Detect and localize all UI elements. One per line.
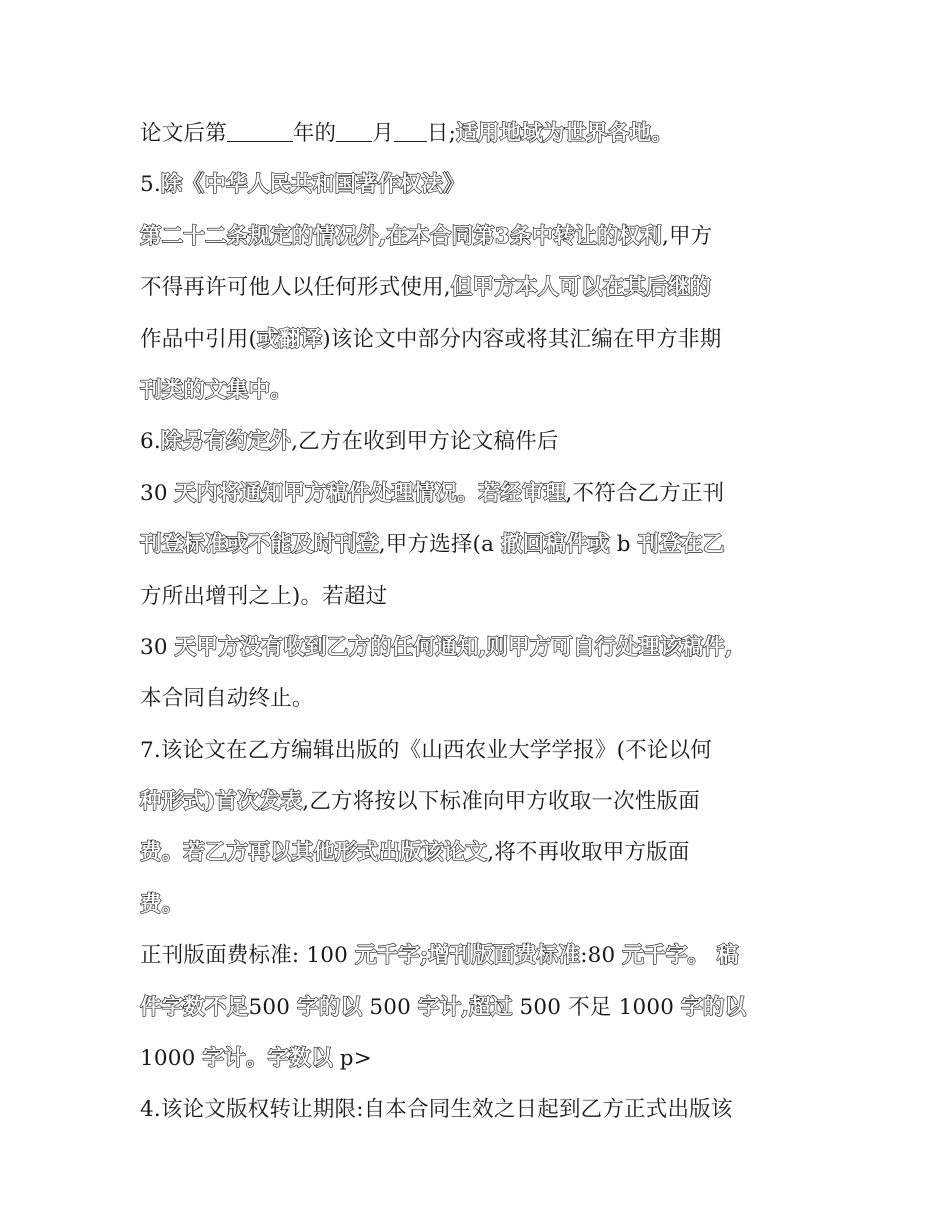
- text-line: [140, 571, 830, 622]
- text-line: [140, 211, 830, 262]
- outlined-text-segment: 元千字;增刊版面费标准: [355, 943, 581, 969]
- text-segment: ,将不再收取甲方版面: [487, 840, 690, 866]
- text-line: [140, 262, 830, 313]
- text-line: [140, 159, 830, 210]
- text-segment: 1000: [140, 1046, 203, 1072]
- outlined-text-segment: 字计。字数以: [202, 1046, 333, 1072]
- text-line: [140, 725, 830, 776]
- outlined-text-segment: 刊登标准或不能及时刊登: [140, 532, 379, 558]
- text-line: [140, 108, 830, 159]
- text-line: [140, 827, 830, 878]
- text-segment: 500: [362, 994, 419, 1020]
- outlined-text-segment: 天内将通知甲方稿件处理情况。若经审理: [174, 480, 566, 506]
- text-segment: ,甲方选择(a: [378, 532, 502, 558]
- text-segment: ,甲方: [661, 223, 713, 249]
- text-line: [140, 982, 830, 1033]
- outlined-text-segment: 字计,超过: [418, 994, 513, 1020]
- fill-in-blank: [336, 123, 372, 142]
- outlined-text-segment: 费。: [140, 891, 184, 917]
- text-line: [140, 622, 830, 673]
- text-line: [140, 1084, 830, 1135]
- text-line: [140, 468, 830, 519]
- text-segment: 500: [248, 994, 298, 1020]
- outlined-text-segment: 适用地域为世界各地。: [456, 121, 674, 146]
- outlined-text-segment: 除另有约定外: [160, 429, 292, 455]
- outlined-text-segment: 撤回稿件或: [501, 532, 610, 558]
- text-line: [140, 365, 830, 416]
- text-line: [140, 930, 830, 981]
- text-line: [140, 776, 830, 827]
- outlined-text-segment: 刊登在乙: [637, 532, 725, 558]
- outlined-text-segment: 费。若乙方再以其他形式出版该论文: [140, 840, 488, 866]
- text-segment: 方所出增刊之上)。若超过: [140, 583, 388, 609]
- text-segment: 论文后第: [140, 121, 227, 146]
- outlined-text-segment: 或翻译: [257, 326, 323, 352]
- text-segment: ,乙方在收到甲方论文稿件后: [291, 429, 559, 455]
- fill-in-blank: [394, 123, 427, 142]
- text-segment: 本合同自动终止。: [140, 686, 314, 712]
- outlined-text-segment: 元千字。 稿: [622, 943, 739, 969]
- text-segment: 4.该论文版权转让期限:自本合同生效之日起到乙方正式出版该: [140, 1097, 733, 1123]
- outlined-text-segment: 天甲方没有收到乙方的任何通知,则甲方可自行处理该稿件,: [174, 634, 733, 660]
- text-line: [140, 416, 830, 467]
- text-line: [140, 1033, 830, 1084]
- text-segment: 月: [372, 121, 394, 146]
- text-line: [140, 673, 830, 724]
- outlined-text-segment: 字的以: [681, 994, 747, 1020]
- text-segment: 5.: [140, 172, 161, 198]
- text-line: [140, 314, 830, 365]
- fill-in-blank: [227, 123, 293, 142]
- text-segment: 6.: [140, 429, 161, 455]
- outlined-text-segment: 但甲方本人可以在其后继的: [450, 275, 712, 301]
- text-segment: b: [609, 532, 638, 558]
- text-segment: 不得再许可他人以任何形式使用,: [140, 275, 451, 301]
- text-line: [140, 879, 830, 930]
- text-segment: :80: [580, 943, 623, 969]
- text-segment: 30: [140, 634, 175, 660]
- text-segment: p>: [332, 1046, 372, 1072]
- text-segment: 日;: [426, 121, 457, 146]
- document-page: [140, 108, 830, 1136]
- text-segment: ,乙方将按以下标准向甲方收取一次性版面: [302, 789, 700, 815]
- text-segment: )该论文中部分内容或将其汇编在甲方非期: [322, 326, 722, 352]
- outlined-text-segment: 刊类的文集中。: [140, 377, 292, 403]
- text-segment: 30: [140, 480, 175, 506]
- outlined-text-segment: 第二十二条规定的情况外,在本合同第3条中转让的权利: [140, 223, 662, 249]
- text-segment: 作品中引用(: [140, 326, 258, 352]
- text-segment: 正刊版面费标准: 100: [140, 943, 356, 969]
- outlined-text-segment: 字的以: [297, 994, 363, 1020]
- outlined-text-segment: 种形式)首次发表: [140, 789, 303, 815]
- text-segment: 500 不足 1000: [512, 994, 682, 1020]
- outlined-text-segment: 除《中华人民共和国著作权法》: [160, 172, 465, 198]
- text-segment: 年的: [292, 121, 337, 146]
- text-segment: 7.该论文在乙方编辑出版的《山西农业大学学报》(不论以何: [140, 737, 713, 763]
- text-segment: ,不符合乙方正刊: [565, 480, 725, 506]
- text-line: [140, 519, 830, 570]
- outlined-text-segment: 件字数不足: [140, 994, 249, 1020]
